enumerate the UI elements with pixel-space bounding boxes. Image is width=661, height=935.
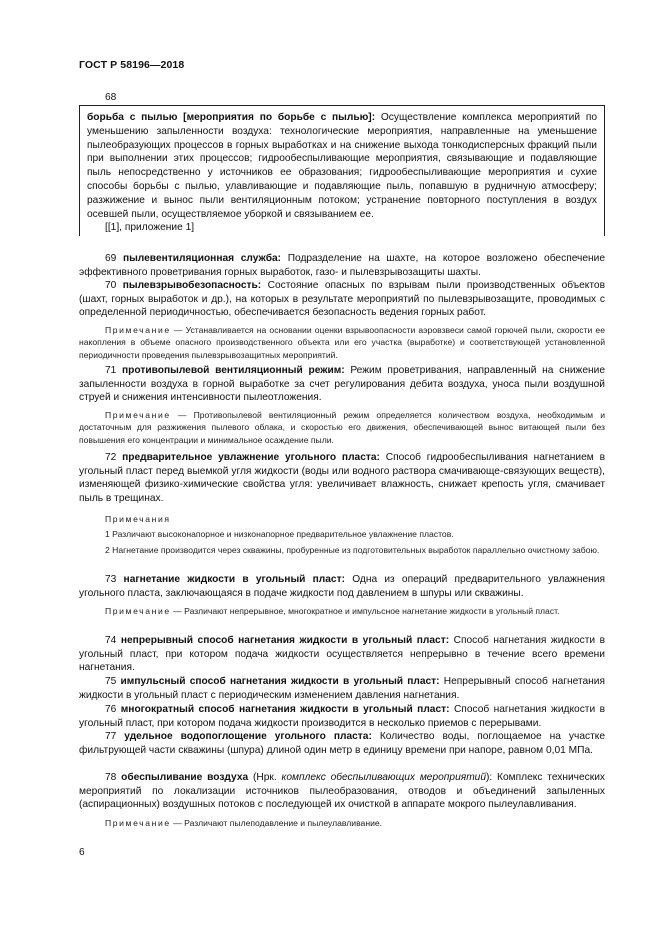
entry-definition: ): Комплекс технических мероприятий по локализации источников пылеобразования, отводов и объединений запыленных (аспирационных) воздушных потоков с последующей их очисткой в аппарате мокрого пылеулавливания. [79, 772, 605, 811]
entry-definition: Способ гидрообеспыливания нагнетанием в угольный пласт перед выемкой угля жидкости (воды или водного раствора смачивающе-связующих веществ), изменяющей физико-химические свойства угля: увеличивает влажность, снижает крепость угля, смачивает пыль в трещинах. [79, 452, 605, 504]
entry-definition: Состояние опасных по взрывам пыли производственных объектов (шахт, горных выработок и др.), на которых в результате мероприятий по пылевзрывозащите, проводимых с определенной периодичностью, обеспечивается безопасность ведения горных работ. [79, 280, 605, 319]
entry-term: нагнетание жидкости в угольный пласт: [123, 574, 345, 585]
boxed-entry-term: борьба с пылью [мероприятия по борьбе с пылью]: [87, 112, 376, 123]
entry-number: 74 [105, 635, 121, 646]
note-item-2: 2 Нагнетание производится через скважины, пробуренные из подготовительных выработок параллельно очистному забою. [105, 544, 600, 555]
entry-term: пылевентиляционная служба: [122, 253, 282, 264]
entry-term: пылевзрывобезопасность: [122, 280, 262, 291]
page-number: 6 [79, 847, 85, 858]
entry-term: предварительное увлажнение угольного пласта: [122, 452, 380, 463]
entry-69 [79, 252, 605, 279]
entry-number: 70 [105, 280, 123, 291]
entry-number: 69 [105, 253, 123, 264]
note-item-1: 1 Различают высоконапорное и низконапорное предварительное увлажнение пластов. [105, 529, 454, 540]
entry-70 [79, 279, 605, 320]
entry-74 [79, 634, 605, 675]
entry-definition: Количество воды, поглощаемое на участке фильтрующей части скважины (шпура) длиной один метр в единицу времени при напоре, равном 0,01 МПа. [79, 731, 605, 756]
note-text: — Противопылевой вентиляционный режим определяется количеством воздуха, необходимым и достаточным для разжижения пылевого облака, и скоростью его движения, обеспечивающей вынос витающей пыли без повышения его концентрации и минимальное осаждение пыли. [79, 410, 605, 445]
entry-number: 78 [105, 772, 122, 783]
standard-header: ГОСТ Р 58196—2018 [79, 59, 185, 71]
entry-term: непрерывный способ нагнетания жидкости в угольный пласт: [120, 635, 450, 646]
boxed-entry-number: 68 [105, 92, 117, 103]
entry-nrk-prefix: (Нрк. [248, 772, 282, 783]
note-78 [79, 817, 605, 829]
entry-definition: Непрерывный способ нагнетания жидкости в угольный пласт с периодическим изменением давления нагнетания. [79, 676, 606, 701]
entry-number: 73 [105, 574, 124, 585]
entry-definition: Способ нагнетания жидкости в угольный пласт, при котором подача жидкости производится в несколько приемов с перерывами. [79, 704, 605, 729]
entry-number: 71 [105, 365, 123, 376]
note-72 [79, 513, 605, 556]
entry-definition: Режим проветривания, направленный на снижение запыленности воздуха в горной выработке за счет регулирования дебита воздуха, уноса пыли воздушной струей и снижения интенсивности пылеотложения. [79, 365, 605, 404]
entry-75 [79, 675, 605, 702]
entry-definition: Подразделение на шахте, на которое возложено обеспечение эффективного проветривания горных выработок, газо- и пылевзрывозащиты шахты. [79, 253, 605, 278]
note-label: Примечания [105, 514, 171, 524]
entry-nrk-term: комплекс обеспыливающих мероприятий [281, 772, 487, 783]
entry-73 [79, 573, 605, 600]
entry-term: удельное водопоглощение угольного пласта: [124, 731, 372, 742]
entry-78 [79, 771, 605, 812]
boxed-entry-reference: [[1], приложение 1] [105, 222, 195, 233]
note-text: — Различают пылеподавление и пылеулавливание. [170, 818, 383, 828]
entry-term: импульсный способ нагнетания жидкости в угольный пласт: [120, 676, 440, 687]
entry-definition: Одна из операций предварительного увлажнения угольного пласта, заключающаяся в подаче жидкости под давлением в шпуры или скважины. [79, 574, 605, 599]
boxed-entry-definition: Осуществление комплекса мероприятий по уменьшению запыленности воздуха: технологические мероприятия, направленные на уменьшение пылеобразующих процессов в горных выработках и на снижение выхода тонкодисперсных фракций пыли при выполнении этих процессов; гидрообеспыливающие мероприятия, связывающие и подавляющие пыль непосредственно у источников ее образования; гидрообеспыливающие мероприятия и сухие способы борьбы с пылью, улавливающие и подавляющие пыль, попавшую в рудничную атмосферу; разжижение и вынос пыли вентиляционным потоком; устранение повторного поступления в воздух осевшей пыли, осуществляемое уборкой и связыванием ее. [87, 112, 598, 220]
entry-term: обеспыливание воздуха [121, 772, 249, 783]
boxed-entry-text [87, 111, 597, 221]
entry-77 [79, 730, 605, 757]
entry-number: 72 [105, 452, 123, 463]
entry-number: 76 [105, 704, 121, 715]
note-73 [79, 605, 605, 617]
note-label: Примечание [105, 606, 171, 616]
note-71 [79, 409, 605, 446]
entry-71 [79, 364, 605, 405]
note-label: Примечание [105, 818, 171, 828]
note-70 [79, 324, 605, 361]
entry-76 [79, 703, 605, 730]
entry-number: 75 [105, 676, 121, 687]
note-label: Примечание [105, 410, 171, 420]
entry-number: 77 [105, 731, 125, 742]
entry-72 [79, 451, 605, 505]
entry-term: многократный способ нагнетания жидкости в угольный пласт: [120, 704, 450, 715]
entry-term: противопылевой вентиляционный режим: [122, 365, 345, 376]
note-text: — Устанавливается на основании оценки взрывоопасности аэровзвеси самой горючей пыли, скорости ее накопления в объеме опасного производственного объекта или его участка (выработке) и соответствующей установленной периодичности проведения пылевзрывозащитных мероприятий. [79, 325, 605, 360]
note-label: Примечание [105, 325, 171, 335]
entry-definition: Способ нагнетания жидкости в угольный пласт, при котором подача жидкости осуществляется непрерывно в течение всего времени нагнетания. [79, 635, 605, 674]
note-text: — Различают непрерывное, многократное и импульсное нагнетание жидкости в угольный пласт. [170, 606, 560, 616]
